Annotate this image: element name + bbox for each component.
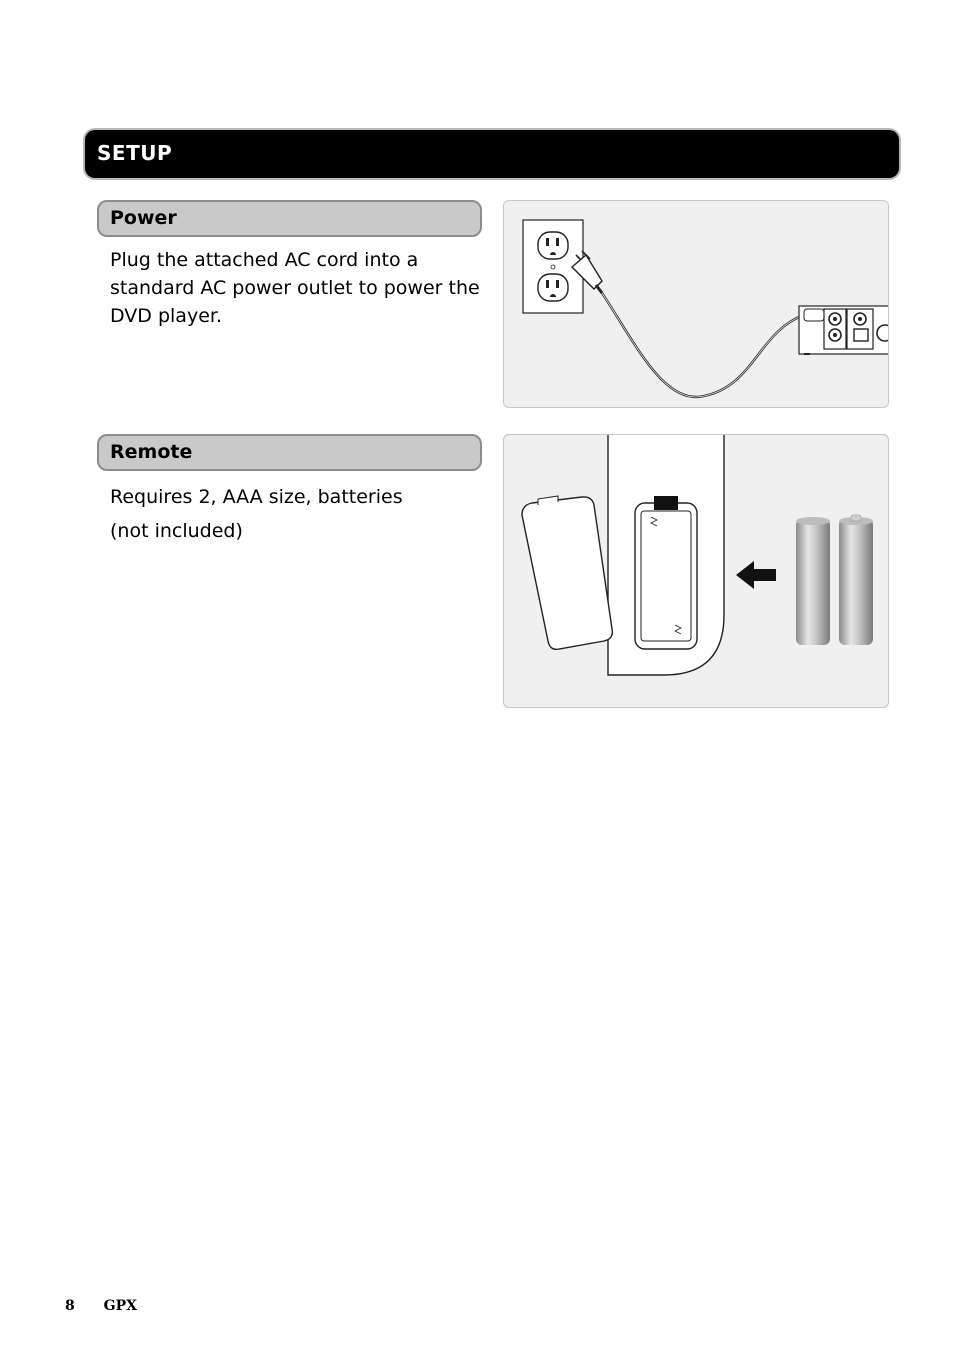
- power-instructions: Plug the attached AC cord into a standard AC power outlet to power the DVD player.: [110, 249, 480, 327]
- page-footer: [65, 1298, 161, 1314]
- power-heading: Power: [110, 207, 177, 229]
- remote-instructions: Requires 2, AAA size, batteries (not included): [110, 486, 403, 542]
- remote-heading: Remote: [110, 441, 193, 463]
- power-illustration: [503, 200, 889, 408]
- page-number: 8: [65, 1298, 75, 1314]
- remote-illustration: [503, 434, 889, 708]
- outlet-plug-dvd-icon: [504, 201, 889, 408]
- remote-heading-box: [97, 434, 482, 471]
- remote-battery-icon: [504, 435, 889, 708]
- section-banner: [85, 130, 899, 178]
- banner-title: SETUP: [97, 141, 173, 165]
- power-heading-box: [97, 200, 482, 237]
- brand-name: GPX: [103, 1298, 137, 1314]
